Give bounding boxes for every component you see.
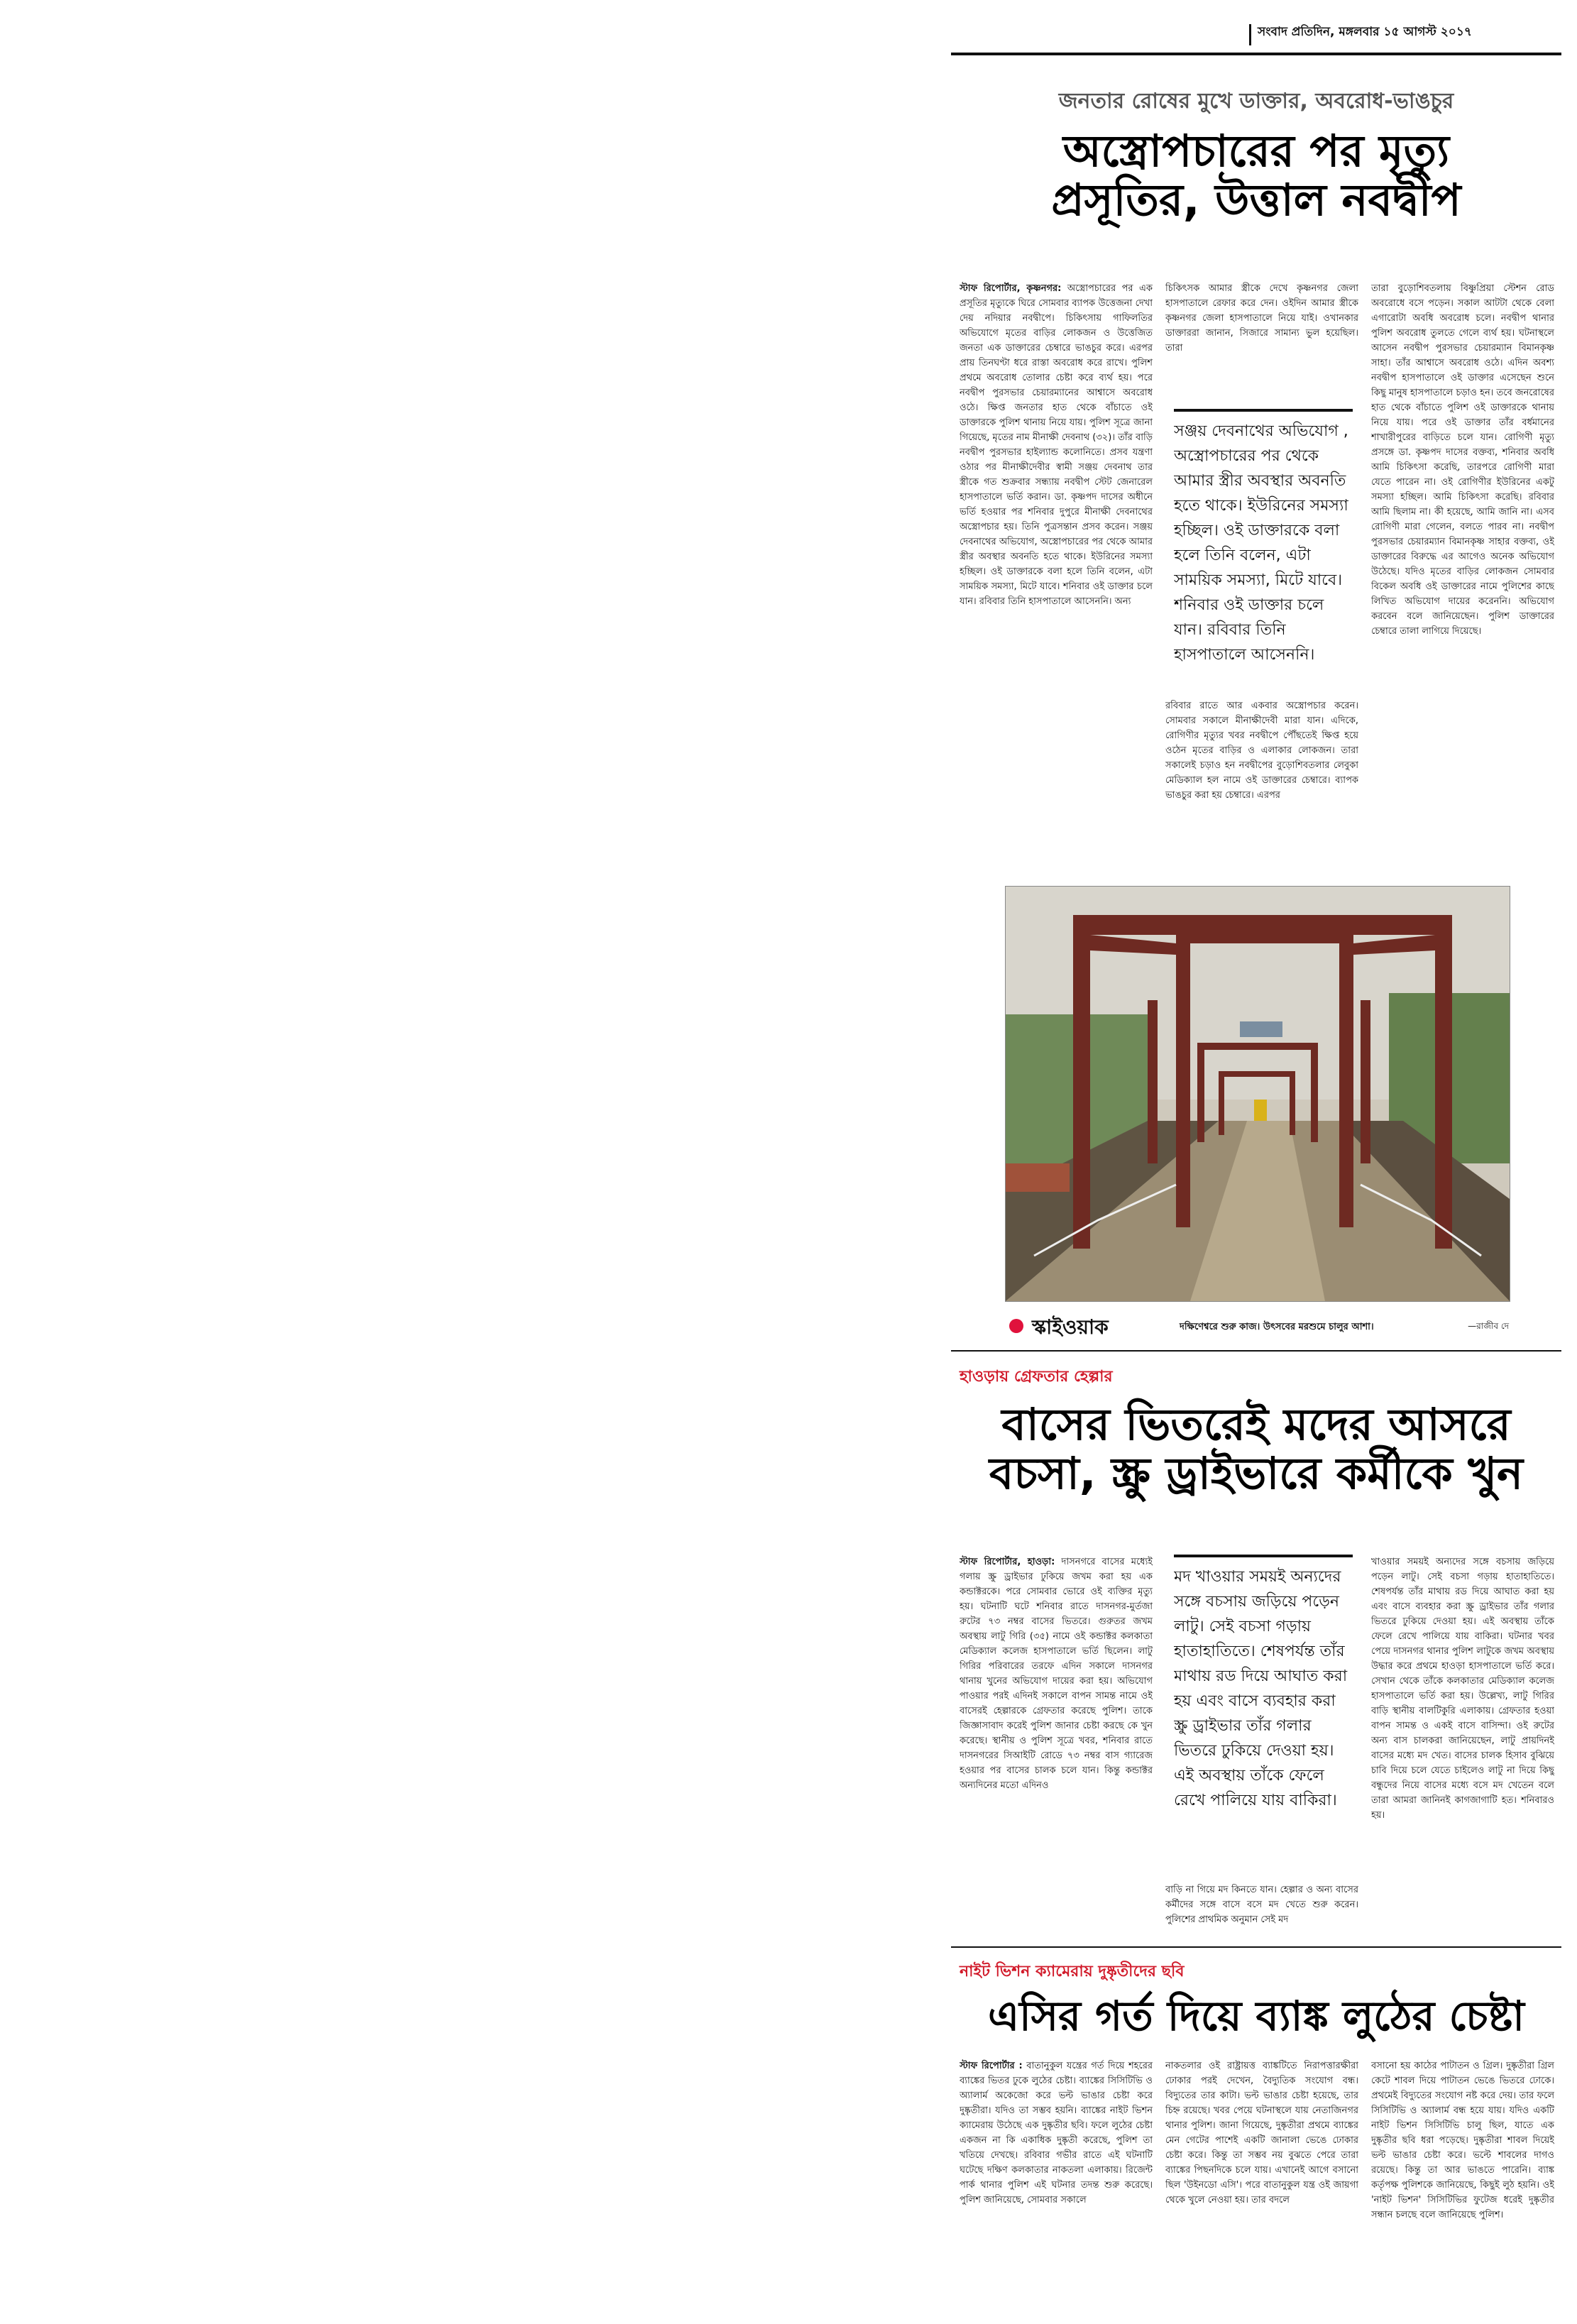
story3-col1-text: বাতানুকুল যন্ত্রের গর্ত দিয়ে শহরের ব্যাঙ্কের ভিতর ঢুকে লুঠের চেষ্টা। ব্যাঙ্কের সিসিটিভি ও অ্যালার্ম অকেজো করে ভল্ট ভাঙার চেষ্টা করে দুষ্কৃতীরা। যদিও তা সম্ভব হয়নি। ব্যাঙ্কের নাইট ভিশন ক্যামেরায় উঠেছে এক দুষ্কৃতীর ছবি। ফলে লুঠের চেষ্টা একজন না কি একাধিক দুষ্কৃতী করেছে, পুলিশ তা খতিয়ে দেখছে। রবিবার গভীর রাতে এই ঘটনাটি ঘটেছে দক্ষিণ কলকাতার নাকতলা এলাকায়। রিজেন্ট পার্ক থানার পুলিশ এই ঘটনার তদন্ত শুরু করেছে। পুলিশ জানিয়েছে, সোমবার সকালে xyxy=(960,2061,1153,2205)
story2-headline-line2: বচসা, স্ক্রু ড্রাইভারে কর্মীকে খুন xyxy=(989,1447,1524,1500)
section-divider-2 xyxy=(951,1946,1561,1948)
story2-pull-quote xyxy=(1174,1555,1353,1853)
pull-quote-rule xyxy=(1174,1555,1353,1557)
story2-col1-text: দাসনগরে বাসের মধ্যেই গলায় স্ক্রু ড্রাইভার ঢুকিয়ে জখম করা হয় এক কন্ডাক্টরকে। পরে সোমবার ভোরে ওই ব্যক্তির মৃত্যু হয়। ঘটনাটি ঘটে শনিবার রাতে দাসনগর-মুর্তজা রুটের ৭৩ নম্বর বাসের ভিতরে। গুরুতর জখম অবস্থায় লাটু গিরি (৩৫) নামে ওই কন্ডাক্টর কলকাতা মেডিক্যাল কলেজ হাসপাতালে ভর্তি ছিলেন। লাটু গিরির পরিবারের তরফে এদিন সকালে দাসনগর থানায় খুনের অভিযোগ দায়ের করা হয়। অভিযোগ পাওয়ার পরই এদিনই সকালে বাপন সামন্ত নামে ওই বাসেরই হেল্পারকে গ্রেফতার করেছে পুলিশ। তাকে জিজ্ঞাসাবাদ করেই পুলিশ জানার চেষ্টা করছে কে খুন করেছে। স্থানীয় ও পুলিশ সূত্রে খবর, শনিবার রাতে দাসনগরের সিআইটি রোডে ৭৩ নম্বর বাস গ্যারেজ হওয়ার পর বাসের চালক চলে যান। কিন্তু কন্ডাক্টর অন্যদিনের মতো এদিনও xyxy=(960,1557,1153,1791)
caption-bullet-icon xyxy=(1009,1319,1023,1333)
story3-column-3 xyxy=(1371,2059,1554,2323)
story2-col2-bottom-text: বাড়ি না গিয়ে মদ কিনতে যান। হেল্পার ও অন্য বাসের কর্মীদের সঙ্গে বাসে বসে মদ খেতে শুরু করেন। পুলিশের প্রাথমিক অনুমান সেই মদ xyxy=(1165,1885,1358,1925)
story1-headline xyxy=(951,126,1561,225)
story1-column-2-bottom xyxy=(1165,698,1358,875)
story1-kicker: জনতার রোষের মুখে ডাক্তার, অবরোধ-ভাঙচুর xyxy=(1058,89,1454,114)
story3-headline: এসির গর্ত দিয়ে ব্যাঙ্ক লুঠের চেষ্টা xyxy=(987,1992,1524,2040)
story1-column-3 xyxy=(1371,281,1554,875)
pull-quote-rule xyxy=(1174,409,1353,412)
section-divider-1 xyxy=(951,1350,1561,1352)
story2-col3-text: খাওয়ার সময়ই অন্যদের সঙ্গে বচসায় জড়িয়ে পড়েন লাটু। সেই বচসা গড়ায় হাতাহাতিতে। শেষপর্যন্ত তাঁর মাথায় রড দিয়ে আঘাত করা হয় এবং বাসে ব্যবহার করা স্ক্রু ড্রাইভার তাঁর গলার ভিতরে ঢুকিয়ে দেওয়া হয়। এই অবস্থায় তাঁকে ফেলে রেখে পালিয়ে যায় বাকিরা। ঘটনার খবর পেয়ে দাসনগর থানার পুলিশ লাটুকে জখম অবস্থায় উদ্ধার করে প্রথমে হাওড়া হাসপাতালে ভর্তি করে। সেখান থেকে তাঁকে কলকাতার মেডিক্যাল কলেজ হাসপাতালে ভর্তি করা হয়। উল্লেখ্য, লাটু গিরির বাড়ি স্থানীয় বালটিকুরি এলাকায়। গ্রেফতার হওয়া বাপন সামন্ত ও একই বাসে বাসিন্দা। ওই রুটের অন্য বাস চালকরা জানিয়েছেন, লাটু প্রায়দিনই বাসের মধ্যে মদ খেত। বাসের চালক হিসাব বুঝিয়ে চাবি দিয়ে চলে যেতে চাইলেও লাটু না দিয়ে কিছু বন্ধুদের নিয়ে বাসের মধ্যে বসে মদ খেতেন বলে তারা আমরা জানিনই কাগজাগাটি হত। শনিবারও হয়। xyxy=(1371,1557,1554,1821)
photo-caption xyxy=(1005,1312,1509,1340)
masthead xyxy=(951,13,1561,55)
skywalk-photo-illustration xyxy=(1006,887,1510,1301)
caption-title: স্কাইওয়াক xyxy=(1032,1315,1109,1339)
skywalk-photo xyxy=(1005,886,1510,1302)
story1-col2-top-text: চিকিৎসক আমার স্ত্রীকে দেখে কৃষ্ণনগর জেলা হাসপাতালে রেফার করে দেন। ওইদিন আমার স্ত্রীকে কৃষ্ণনগর জেলা হাসপাতালে নিয়ে যাই। ওখানকার ডাক্তাররা জানান, সিজারে সামান্য ভুল হয়েছিল। তারা xyxy=(1165,283,1358,353)
story2-column-2-bottom xyxy=(1165,1882,1358,1938)
story2-byline: স্টাফ রিপোর্টার, হাওড়া: xyxy=(960,1557,1055,1567)
caption-text: দক্ষিণেশ্বরে শুরু কাজ। উৎসবের মরশুমে চালুর আশা। xyxy=(1180,1322,1374,1332)
story1-column-1 xyxy=(960,281,1153,875)
story3-column-2 xyxy=(1165,2059,1358,2323)
story2-pull-quote-text: মদ খাওয়ার সময়ই অন্যদের সঙ্গে বচসায় জড়িয়ে পড়েন লাটু। সেই বচসা গড়ায় হাতাহাতিতে। শেষপর্যন্ত তাঁর মাথায় রড দিয়ে আঘাত করা হয় এবং বাসে ব্যবহার করা স্ক্রু ড্রাইভার তাঁর গলার ভিতরে ঢুকিয়ে দেওয়া হয়। এই অবস্থায় তাঁকে ফেলে রেখে পালিয়ে যায় বাকিরা। xyxy=(1174,1568,1348,1809)
story1-pull-quote xyxy=(1174,409,1353,694)
story3-kicker: নাইট ভিশন ক্যামেরায় দুষ্কৃতীদের ছবি xyxy=(960,1963,1185,1980)
newspaper-page xyxy=(951,0,1561,2324)
masthead-divider xyxy=(1249,24,1251,45)
story2-headline xyxy=(951,1400,1561,1498)
story1-pull-quote-text: সঞ্জয় দেবনাথের অভিযোগ , অস্ত্রোপচারের পর থেকে আমার স্ত্রীর অবস্থার অবনতি হতে থাকে। ইউরিনের সমস্যা হচ্ছিল। ওই ডাক্তারকে বলা হলে তিনি বলেন, এটা সাময়িক সমস্যা, মিটে যাবে। শনিবার ওই ডাক্তার চলে যান। রবিবার তিনি হাসপাতালে আসেননি। xyxy=(1174,422,1348,664)
story1-byline: স্টাফ রিপোর্টার, কৃষ্ণনগর: xyxy=(960,283,1062,294)
story2-kicker: হাওড়ায় গ্রেফতার হেল্পার xyxy=(960,1368,1113,1386)
masthead-text: সংবাদ প্রতিদিন, মঙ্গলবার ১৫ আগস্ট ২০১৭ xyxy=(1258,25,1472,39)
story2-column-1 xyxy=(960,1555,1153,1938)
story1-col1-text: অস্ত্রোপচারের পর এক প্রসূতির মৃত্যুকে ঘিরে সোমবার ব্যাপক উত্তেজনা দেখা দেয় নদিয়ার নবদ্বীপে। চিকিৎসায় গাফিলতির অভিযোগে মৃতের বাড়ির লোকজন ও উত্তেজিত জনতা এক ডাক্তারের চেম্বারে ভাঙচুর করে। এরপর প্রায় তিনঘণ্টা ধরে রাস্তা অবরোধ করে রাখে। পুলিশ প্রথমে অবরোধ তোলার চেষ্টা করে ব্যর্থ হয়। পরে নবদ্বীপ পুরসভার চেয়ারম্যানের আশ্বাসে অবরোধ ওঠে। ক্ষিপ্ত জনতার হাত থেকে বাঁচাতে ওই ডাক্তারকে পুলিশ থানায় নিয়ে যায়। পুলিশ সূত্রে জানা গিয়েছে, মৃতের নাম মীনাক্ষী দেবনাথ (৩২)। তাঁর বাড়ি নবদ্বীপ পুরসভার হাইল্যান্ড কলোনিতে। প্রসব যন্ত্রণা ওঠার পর মীনাক্ষীদেবীর স্বামী সঞ্জয় দেবনাথ তার স্ত্রীকে গত শুক্রবার সন্ধ্যায় নবদ্বীপ স্টেট জেনারেল হাসপাতালে ভর্তি করান। ডা. কৃষ্ণপদ দাসের অধীনে ভর্তি হওয়ার পর শনিবার দুপুরে মীনাক্ষী দেবনাথের অস্ত্রোপচার হয়। তিনি পুত্রসন্তান প্রসব করেন। সঞ্জয় দেবনাথের অভিযোগ, অস্ত্রোপচারের পর থেকে আমার স্ত্রীর অবস্থার অবনতি হতে থাকে। ইউরিনের সমস্যা হচ্ছিল। ওই ডাক্তারকে বলা হলে তিনি বলেন, এটা সাময়িক সমস্যা, মিটে যাবে। শনিবার ওই ডাক্তার চলে যান। রবিবার তিনি হাসপাতালে আসেননি। অন্য xyxy=(960,283,1153,607)
story1-column-2-top xyxy=(1165,281,1358,400)
story3-column-1 xyxy=(960,2059,1153,2323)
story3-col2-text: নাকতলার ওই রাষ্ট্রায়ত্ত ব্যাঙ্কটিতে নিরাপত্তারক্ষীরা ঢোকার পরই দেখেন, বৈদ্যুতিক সংযোগ বন্ধ। বিদ্যুতের তার কাটা। ভল্ট ভাঙার চেষ্টা হয়েছে, তার চিহ্ন রয়েছে। খবর পেয়ে ঘটনাস্থলে যায় নেতাজিনগর থানার পুলিশ। জানা গিয়েছে, দুষ্কৃতীরা প্রথমে ব্যাঙ্কের মেন গেটের পাশেই একটি জানালা ভেঙে ঢোকার চেষ্টা করে। কিন্তু তা সম্ভব নয় বুঝতে পেরে তারা ব্যাঙ্কের পিছনদিকে চলে যায়। এখানেই আগে বসানো ছিল 'উইনডো এসি'। পরে বাতানুকুল যন্ত্র ওই জায়গা থেকে খুলে নেওয়া হয়। তার বদলে xyxy=(1165,2061,1358,2205)
story1-col3-text: তারা বুড়োশিবতলায় বিষ্ণুপ্রিয়া স্টেশন রোড অবরোধে বসে পড়েন। সকাল আটটা থেকে বেলা এগারোটা অবধি অবরোধ চলে। নবদ্বীপ থানার পুলিশ অবরোধ তুলতে গেলে ব্যর্থ হয়। ঘটনাস্থলে আসেন নবদ্বীপ পুরসভার চেয়ারম্যান বিমানকৃষ্ণ সাহা। তাঁর আশ্বাসে অবরোধ ওঠে। এদিন অবশ্য নবদ্বীপ হাসপাতালে ওই ডাক্তার এসেছেন শুনে কিছু মানুষ হাসপাতালে চড়াও হন। তবে জনরোষের হাত থেকে বাঁচাতে পুলিশ ওই ডাক্তারকে থানায় নিয়ে যায়। পরে ওই ডাক্তার তাঁর বর্ধমানের শাখারীপুরের বাড়িতে চলে যান। রোগিণী মৃত্যু প্রসঙ্গে ডা. কৃষ্ণপদ দাসের বক্তব্য, শনিবার অবধি আমি চিকিৎসা করেছি, তারপরে রোগিণী মারা যেতে পারেন না। ওই রোগিণীর ইউরিনের একটু সমস্যা হচ্ছিল। আমি চিকিৎসা করেছি। রবিবার আমি ছিলাম না। কী হয়েছে, আমি জানি না। এসব রোগিণী মারা গেলেন, বলতে পারব না। নবদ্বীপ পুরসভার চেয়ারম্যান বিমানকৃষ্ণ সাহার বক্তব্য, ওই ডাক্তারের বিরুদ্ধে এর আগেও অনেক অভিযোগ উঠেছে। যদিও মৃতের বাড়ির লোকজন সোমবার বিকেল অবধি ওই ডাক্তারের নামে পুলিশের কাছে লিখিত অভিযোগ দায়ের করেননি। অভিযোগ করবেন বলে জানিয়েছেন। পুলিশ ডাক্তারের চেম্বারে তালা লাগিয়ে দিয়েছে। xyxy=(1371,283,1554,637)
story1-col2-bottom-text: রবিবার রাতে আর একবার অস্ত্রোপচার করেন। সোমবার সকালে মীনাক্ষীদেবী মারা যান। এদিকে, রোগিণীর মৃত্যুর খবর নবদ্বীপে পৌঁছতেই ক্ষিপ্ত হয়ে ওঠেন মৃতের বাড়ির ও এলাকার লোকজন। তারা সকালেই চড়াও হন নবদ্বীপের বুড়োশিবতলার লেবুকা মেডিক্যাল হল নামে ওই ডাক্তারের চেম্বারে। ব্যাপক ভাঙচুর করা হয় চেম্বারে। এরপর xyxy=(1165,701,1358,801)
story2-headline-line1: বাসের ভিতরেই মদের আসরে xyxy=(1001,1398,1511,1450)
story2-column-3 xyxy=(1371,1555,1554,1938)
story1-headline-line2: প্রসূতির, উত্তাল নবদ্বীপ xyxy=(1051,174,1461,226)
photo-credit: —রাজীব দে xyxy=(1468,1321,1509,1331)
story3-col3-text: বসানো হয় কাঠের পাটাতন ও গ্রিল। দুষ্কৃতীরা গ্রিল কেটে শাবল দিয়ে পাটাতন ভেঙে ভিতরে ঢোকে। প্রথমেই বিদ্যুতের সংযোগ নষ্ট করে দেয়। তার ফলে সিসিটিভি ও অ্যালার্ম বন্ধ হয়ে যায়। যদিও একটি নাইট ভিশন সিসিটিভি চালু ছিল, যাতে এক দুষ্কৃতীর ছবি ধরা পড়েছে। দুষ্কৃতীরা শাবল দিয়েই ভল্ট ভাঙার চেষ্টা করে। ভল্টে শাবলের দাগও রয়েছে। কিন্তু তা আর ভাঙতে পারেনি। ব্যাঙ্ক কর্তৃপক্ষ পুলিশকে জানিয়েছে, কিছুই লুঠ হয়নি। ওই 'নাইট ভিশন' সিসিটিভির ফুটেজ ধরেই দুষ্কৃতীর সন্ধান চলছে বলে জানিয়েছে পুলিশ। xyxy=(1371,2061,1554,2220)
story1-headline-line1: অস্ত্রোপচারের পর মৃত্যু xyxy=(1062,125,1450,177)
story3-byline: স্টাফ রিপোর্টার : xyxy=(960,2061,1023,2071)
